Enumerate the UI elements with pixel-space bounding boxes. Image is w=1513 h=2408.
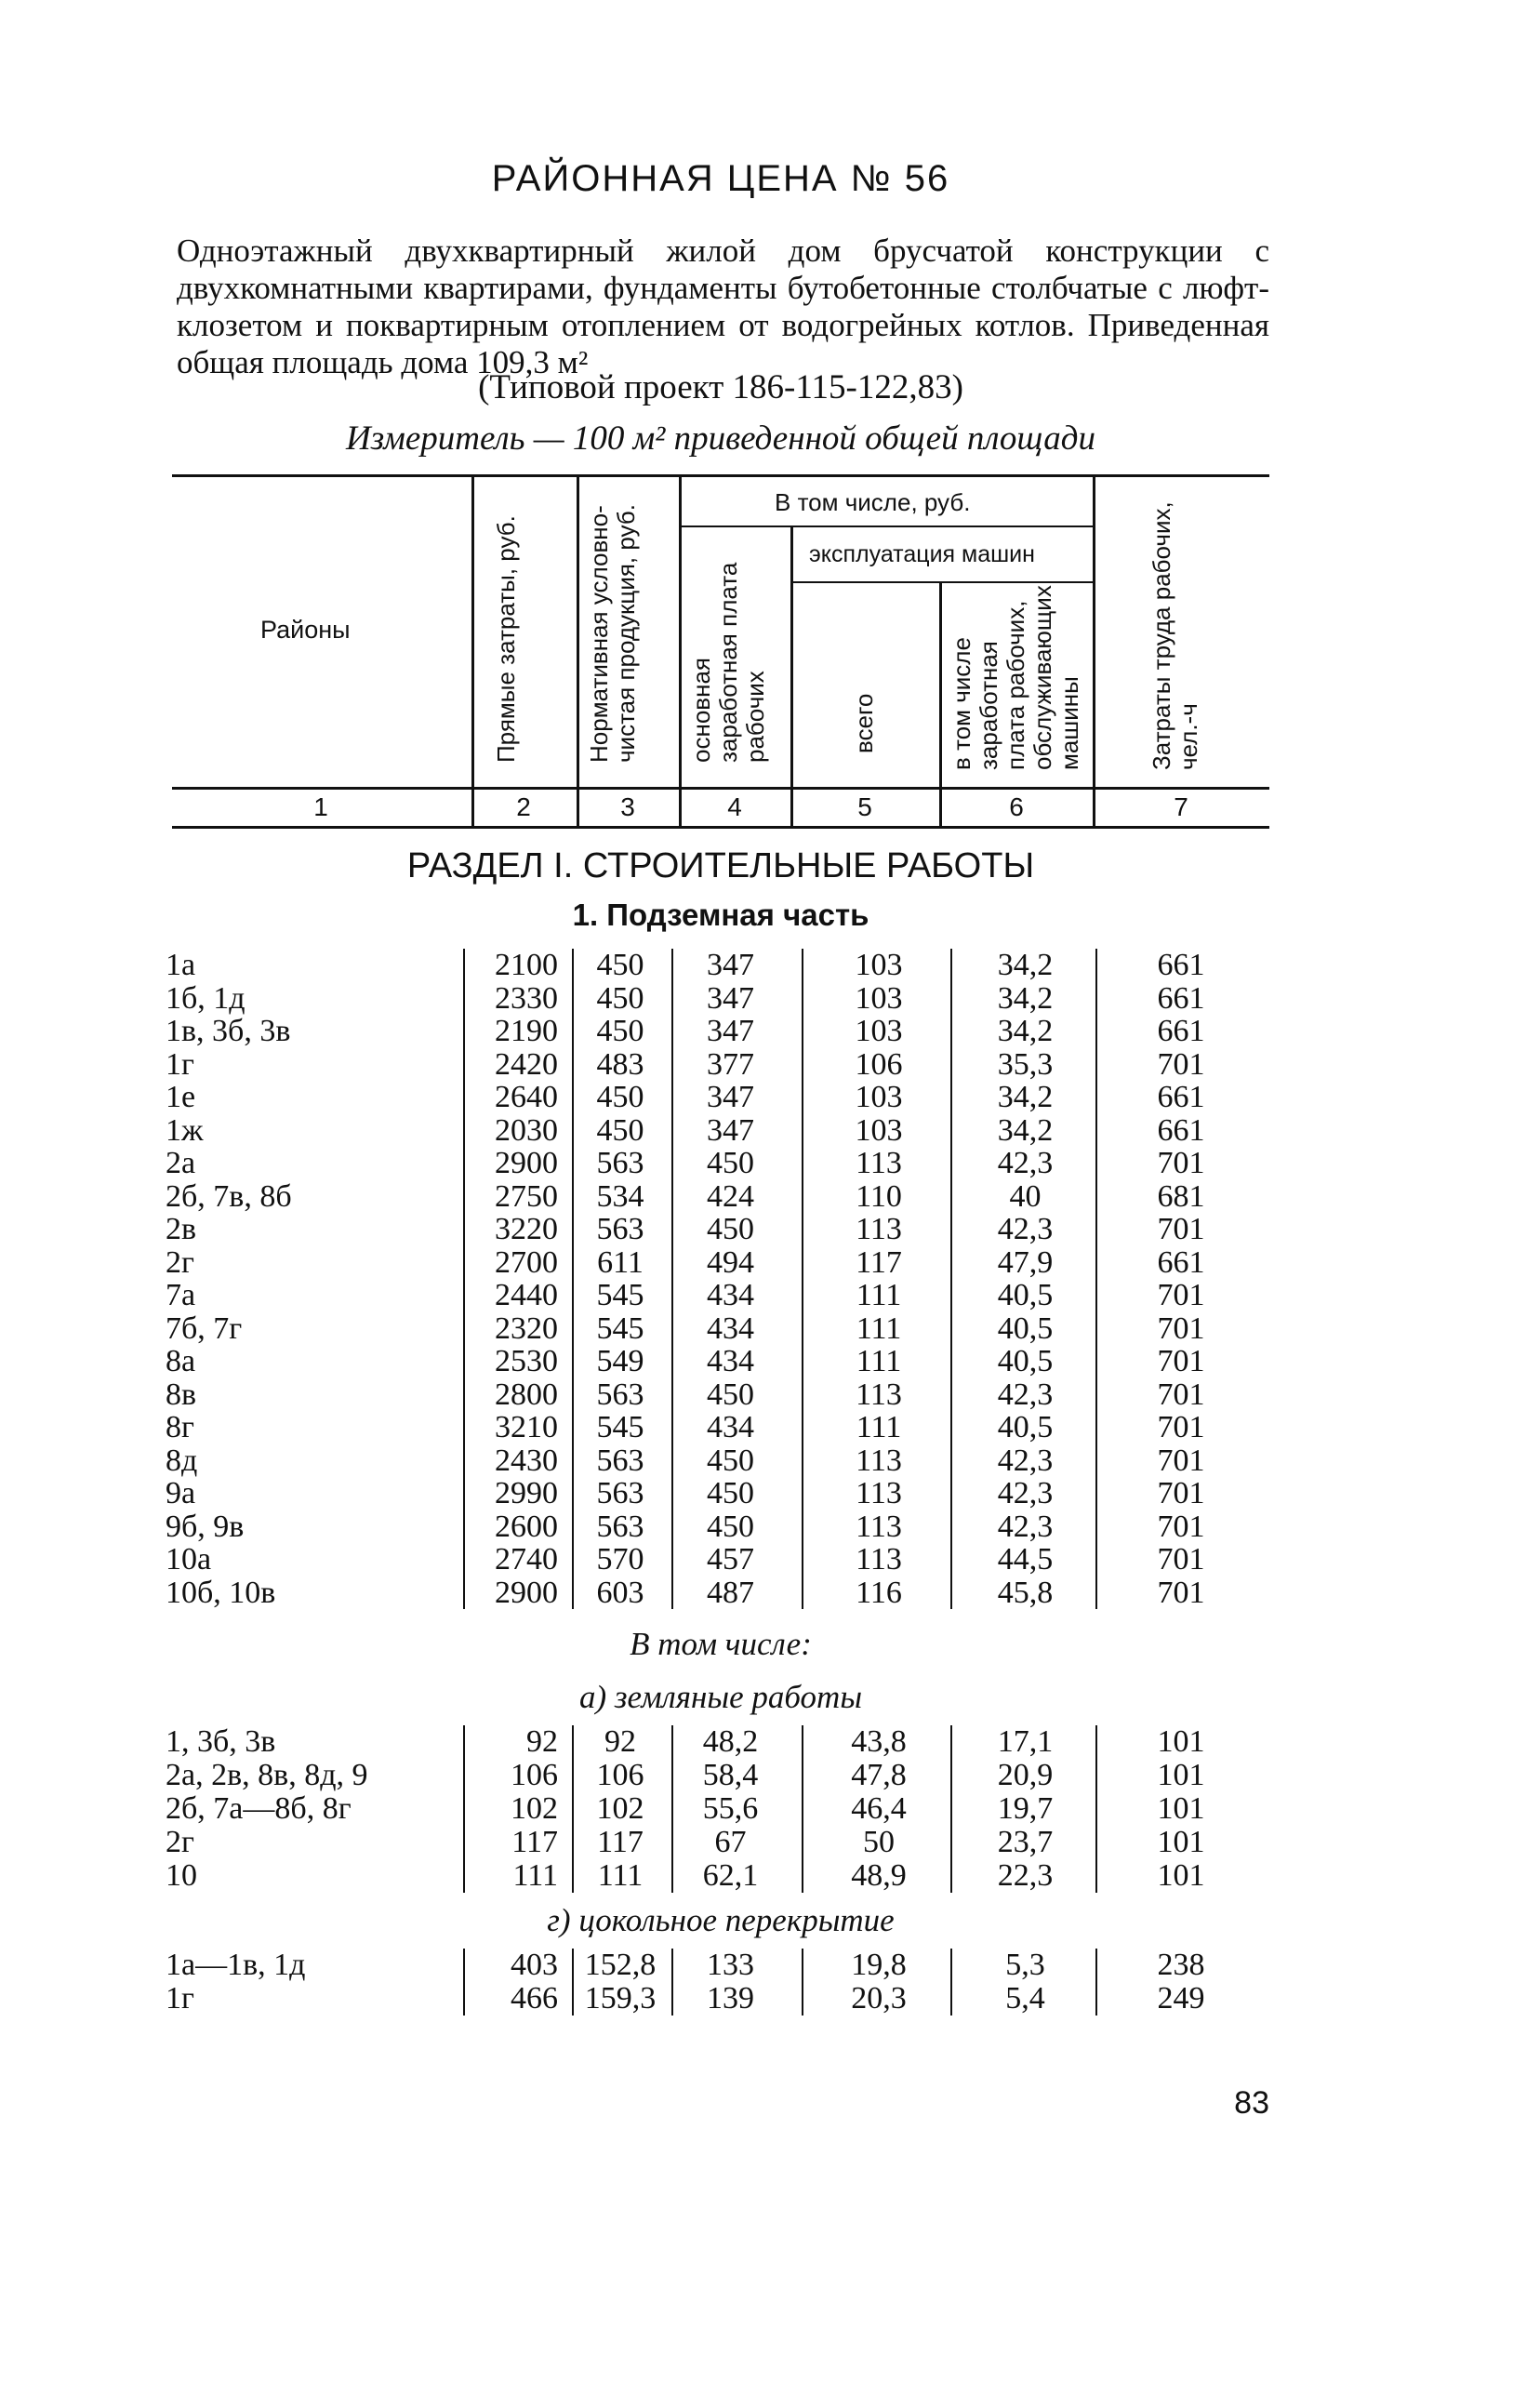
- labor-cell: 701: [1157, 1310, 1205, 1346]
- subsection-heading: 1. Подземная часть: [572, 898, 869, 932]
- column-separator: [572, 949, 574, 1609]
- machine-total-cell: 103: [855, 980, 903, 1016]
- machine-wage-cell: 34,2: [997, 980, 1054, 1016]
- header-divider: [577, 474, 579, 826]
- district-cell: 10: [166, 1858, 197, 1893]
- machine-total-cell: 116: [856, 1575, 902, 1610]
- machine-total-cell: 103: [855, 948, 903, 982]
- labor-cell: 681: [1157, 1178, 1205, 1214]
- district-cell: 8в: [166, 1377, 197, 1412]
- direct-costs-cell: 2800: [495, 1377, 558, 1412]
- table-row: [0, 1826, 1513, 1859]
- table-row: [0, 1725, 1513, 1759]
- labor-cell: 701: [1157, 1212, 1205, 1246]
- district-cell: 1б, 1д: [166, 980, 246, 1016]
- normative-product-cell: 450: [596, 948, 644, 982]
- direct-costs-cell: 2740: [495, 1542, 558, 1577]
- table-row: [0, 1015, 1513, 1048]
- labor-cell: 661: [1157, 980, 1205, 1016]
- machine-wage-cell: 42,3: [997, 1377, 1054, 1412]
- col-header-group: В том числе, руб.: [775, 488, 971, 516]
- machine-wage-cell: 20,9: [997, 1758, 1054, 1792]
- machine-total-cell: 19,8: [851, 1948, 907, 1982]
- column-separator: [1095, 949, 1097, 1609]
- labor-cell: 101: [1157, 1858, 1205, 1893]
- col-header-districts: Районы: [260, 616, 351, 644]
- base-wage-cell: 133: [707, 1948, 754, 1982]
- table-row: [0, 1444, 1513, 1478]
- normative-product-cell: 159,3: [584, 1981, 657, 2016]
- machine-wage-cell: 42,3: [997, 1509, 1054, 1544]
- district-cell: 10а: [166, 1542, 212, 1577]
- column-separator: [802, 1949, 803, 2016]
- page-title: РАЙОННАЯ ЦЕНА № 56: [491, 158, 950, 199]
- direct-costs-cell: 2750: [495, 1178, 558, 1214]
- machine-total-cell: 103: [855, 1014, 903, 1048]
- normative-product-cell: 545: [596, 1278, 644, 1312]
- base-wage-cell: 434: [707, 1310, 754, 1346]
- col-header-subgroup: эксплуатация машин: [809, 541, 1035, 567]
- normative-product-cell: 117: [597, 1825, 644, 1859]
- machine-wage-cell: 22,3: [997, 1858, 1054, 1893]
- labor-cell: 701: [1157, 1476, 1205, 1510]
- district-cell: 8д: [166, 1443, 198, 1478]
- table-row: [0, 1312, 1513, 1346]
- base-wage-cell: 450: [707, 1146, 754, 1180]
- district-cell: 7а: [166, 1278, 196, 1312]
- normative-product-cell: 102: [596, 1791, 644, 1826]
- district-cell: 10б, 10в: [166, 1575, 276, 1610]
- district-cell: 1ж: [166, 1112, 204, 1148]
- labor-cell: 249: [1157, 1981, 1205, 2016]
- group-rule: [682, 526, 1093, 527]
- table-row: [0, 1279, 1513, 1312]
- direct-costs-cell: 2990: [495, 1476, 558, 1510]
- table-row: [0, 1213, 1513, 1246]
- machine-total-cell: 50: [863, 1825, 895, 1859]
- header-divider: [471, 474, 474, 826]
- col-number: 1: [313, 792, 328, 821]
- base-wage-cell: 58,4: [702, 1758, 759, 1792]
- base-wage-cell: 347: [707, 980, 754, 1016]
- machine-total-cell: 111: [856, 1410, 902, 1444]
- table-row: [0, 1577, 1513, 1610]
- direct-costs-cell: 92: [526, 1724, 558, 1759]
- direct-costs-cell: 2430: [495, 1443, 558, 1478]
- machine-wage-cell: 42,3: [997, 1212, 1054, 1246]
- direct-costs-cell: 2190: [495, 1014, 558, 1048]
- labor-cell: 701: [1157, 1377, 1205, 1412]
- direct-costs-cell: 2600: [495, 1509, 558, 1544]
- base-wage-cell: 347: [707, 1014, 754, 1048]
- column-separator: [802, 1725, 803, 1893]
- base-wage-cell: 139: [707, 1981, 754, 2016]
- district-cell: 1е: [166, 1080, 196, 1114]
- base-wage-cell: 377: [707, 1046, 754, 1082]
- machine-total-cell: 113: [856, 1476, 902, 1510]
- district-cell: 9б, 9в: [166, 1509, 245, 1544]
- normative-product-cell: 570: [596, 1542, 644, 1577]
- base-wage-cell: 55,6: [702, 1791, 759, 1826]
- machine-total-cell: 46,4: [851, 1791, 907, 1826]
- machine-wage-cell: 45,8: [997, 1575, 1054, 1610]
- column-separator: [463, 1725, 465, 1893]
- column-separator: [463, 1949, 465, 2016]
- base-wage-cell: 62,1: [702, 1858, 759, 1893]
- district-cell: 2а: [166, 1146, 196, 1180]
- normative-product-cell: 450: [596, 980, 644, 1016]
- machine-total-cell: 111: [856, 1278, 902, 1312]
- base-wage-cell: 450: [707, 1509, 754, 1544]
- district-cell: 2в: [166, 1212, 197, 1246]
- labor-cell: 661: [1157, 948, 1205, 982]
- column-separator: [1095, 1725, 1097, 1893]
- district-cell: 2б, 7а—8б, 8г: [166, 1791, 352, 1826]
- machine-total-cell: 113: [856, 1542, 902, 1577]
- labor-cell: 101: [1157, 1791, 1205, 1826]
- column-separator: [463, 949, 465, 1609]
- machine-wage-cell: 34,2: [997, 1080, 1054, 1114]
- normative-product-cell: 563: [596, 1377, 644, 1412]
- normative-product-cell: 563: [596, 1146, 644, 1180]
- machine-wage-cell: 42,3: [997, 1146, 1054, 1180]
- labor-cell: 701: [1157, 1509, 1205, 1544]
- direct-costs-cell: 2440: [495, 1278, 558, 1312]
- district-cell: 2г: [166, 1244, 194, 1280]
- page-number: 83: [1234, 2085, 1269, 2121]
- direct-costs-cell: 106: [511, 1758, 558, 1792]
- machine-wage-cell: 40: [1009, 1178, 1042, 1214]
- district-cell: 1в, 3б, 3в: [166, 1014, 291, 1048]
- section-heading: РАЗДЕЛ I. СТРОИТЕЛЬНЫЕ РАБОТЫ: [406, 846, 1035, 885]
- machine-total-cell: 20,3: [851, 1981, 907, 2016]
- labor-cell: 238: [1157, 1948, 1205, 1982]
- labor-cell: 701: [1157, 1278, 1205, 1312]
- plinth-floor-heading: г) цокольное перекрытие: [547, 1902, 895, 1938]
- labor-cell: 661: [1157, 1112, 1205, 1148]
- table-row: [0, 1859, 1513, 1893]
- table-row: [0, 1477, 1513, 1510]
- base-wage-cell: 494: [707, 1244, 754, 1280]
- machine-wage-cell: 34,2: [997, 1112, 1054, 1148]
- header-divider: [939, 581, 942, 826]
- base-wage-cell: 424: [707, 1178, 754, 1214]
- district-cell: 2а, 2в, 8в, 8д, 9: [166, 1758, 368, 1792]
- table-row: [0, 1114, 1513, 1148]
- normative-product-cell: 111: [597, 1858, 644, 1893]
- normative-product-cell: 545: [596, 1410, 644, 1444]
- machine-wage-cell: 17,1: [997, 1724, 1054, 1759]
- machine-wage-cell: 40,5: [997, 1344, 1054, 1378]
- district-cell: 8г: [166, 1410, 194, 1444]
- column-separator: [950, 1949, 952, 2016]
- table-row: [0, 1378, 1513, 1412]
- district-cell: 1, 3б, 3в: [166, 1724, 276, 1759]
- machine-wage-cell: 34,2: [997, 1014, 1054, 1048]
- machine-total-cell: 113: [856, 1443, 902, 1478]
- machine-total-cell: 117: [856, 1244, 902, 1280]
- col-number: 6: [1009, 792, 1024, 821]
- base-wage-cell: 457: [707, 1542, 754, 1577]
- machine-total-cell: 113: [856, 1212, 902, 1246]
- header-divider: [1093, 474, 1095, 826]
- column-separator: [572, 1725, 574, 1893]
- machine-wage-cell: 40,5: [997, 1278, 1054, 1312]
- table-row: [0, 1048, 1513, 1082]
- base-wage-cell: 434: [707, 1410, 754, 1444]
- direct-costs-cell: 117: [511, 1825, 558, 1859]
- direct-costs-cell: 3210: [495, 1410, 558, 1444]
- measure-unit: Измеритель — 100 м² приведенной общей площади: [346, 419, 1095, 458]
- labor-cell: 701: [1157, 1410, 1205, 1444]
- direct-costs-cell: 2700: [495, 1244, 558, 1280]
- column-separator: [802, 949, 803, 1609]
- labor-cell: 101: [1157, 1724, 1205, 1759]
- normative-product-cell: 450: [596, 1014, 644, 1048]
- machine-wage-cell: 40,5: [997, 1310, 1054, 1346]
- normative-product-cell: 92: [604, 1724, 636, 1759]
- labor-cell: 101: [1157, 1825, 1205, 1859]
- table-header: [172, 474, 1269, 828]
- col-header-normative-product: Нормативная условно-чистая продукция, руб.: [585, 504, 640, 763]
- base-wage-cell: 450: [707, 1476, 754, 1510]
- machine-wage-cell: 5,4: [1005, 1981, 1045, 2016]
- direct-costs-cell: 2900: [495, 1146, 558, 1180]
- direct-costs-cell: 2030: [495, 1112, 558, 1148]
- labor-cell: 701: [1157, 1146, 1205, 1180]
- col-number: 3: [620, 792, 635, 821]
- normative-product-cell: 450: [596, 1112, 644, 1148]
- direct-costs-cell: 111: [512, 1858, 558, 1893]
- district-cell: 9а: [166, 1476, 196, 1510]
- machine-wage-cell: 42,3: [997, 1443, 1054, 1478]
- direct-costs-cell: 2640: [495, 1080, 558, 1114]
- table-row: [0, 949, 1513, 982]
- direct-costs-cell: 2100: [495, 948, 558, 982]
- table-row: [0, 1081, 1513, 1114]
- district-cell: 8а: [166, 1344, 196, 1378]
- machine-wage-cell: 5,3: [1005, 1948, 1045, 1982]
- normative-product-cell: 152,8: [584, 1948, 657, 1982]
- labor-cell: 701: [1157, 1344, 1205, 1378]
- direct-costs-cell: 2320: [495, 1310, 558, 1346]
- column-separator: [671, 1949, 673, 2016]
- col-header-direct-costs: Прямые затраты, руб.: [492, 515, 520, 763]
- normative-product-cell: 563: [596, 1443, 644, 1478]
- normative-product-cell: 534: [596, 1178, 644, 1214]
- direct-costs-cell: 3220: [495, 1212, 558, 1246]
- machine-wage-cell: 42,3: [997, 1476, 1054, 1510]
- table-row: [0, 1345, 1513, 1378]
- direct-costs-cell: 2530: [495, 1344, 558, 1378]
- district-cell: 1г: [166, 1981, 194, 2016]
- table-row: [0, 1510, 1513, 1544]
- normative-product-cell: 545: [596, 1310, 644, 1346]
- normative-product-cell: 106: [596, 1758, 644, 1792]
- description-paragraph: Одноэтажный двухквартирный жилой дом брусчатой конструкции с двухкомнатными квартирами, фундаменты бутобетонные столбчатые с люфт-клозетом и поквартирным отоплением от водогрейных котлов. Приведенная общая площадь дома 109,3 м²: [177, 233, 1269, 380]
- earthworks-heading: а) земляные работы: [578, 1679, 863, 1715]
- table-row: [0, 982, 1513, 1016]
- header-top-rule: [172, 474, 1269, 477]
- column-separator: [671, 1725, 673, 1893]
- machine-total-cell: 47,8: [851, 1758, 907, 1792]
- col-header-base-wage: основная заработная плата рабочих: [687, 562, 769, 763]
- machine-total-cell: 113: [856, 1146, 902, 1180]
- base-wage-cell: 487: [707, 1575, 754, 1610]
- district-cell: 1а: [166, 948, 196, 982]
- table-row: [0, 1246, 1513, 1280]
- table-row: [0, 1543, 1513, 1577]
- machine-wage-cell: 40,5: [997, 1410, 1054, 1444]
- col-number: 5: [857, 792, 872, 821]
- machine-wage-cell: 23,7: [997, 1825, 1054, 1859]
- machine-wage-cell: 34,2: [997, 948, 1054, 982]
- machine-total-cell: 43,8: [851, 1724, 907, 1759]
- col-header-machine-wage: в том числе заработная плата рабочих, обслуживающих машины: [948, 585, 1083, 770]
- direct-costs-cell: 2420: [495, 1046, 558, 1082]
- column-number-rule: [172, 826, 1269, 829]
- column-separator: [950, 1725, 952, 1893]
- col-number: 2: [516, 792, 531, 821]
- machine-total-cell: 48,9: [851, 1858, 907, 1893]
- normative-product-cell: 563: [596, 1476, 644, 1510]
- machine-wage-cell: 47,9: [997, 1244, 1054, 1280]
- normative-product-cell: 603: [596, 1575, 644, 1610]
- base-wage-cell: 347: [707, 1080, 754, 1114]
- labor-cell: 701: [1157, 1575, 1205, 1610]
- table-row: [0, 1147, 1513, 1180]
- district-cell: 1а—1в, 1д: [166, 1948, 306, 1982]
- machine-total-cell: 113: [856, 1377, 902, 1412]
- direct-costs-cell: 2330: [495, 980, 558, 1016]
- direct-costs-cell: 2900: [495, 1575, 558, 1610]
- table-row: [0, 1180, 1513, 1214]
- base-wage-cell: 48,2: [702, 1724, 759, 1759]
- col-number: 7: [1174, 792, 1188, 821]
- normative-product-cell: 450: [596, 1080, 644, 1114]
- direct-costs-cell: 102: [511, 1791, 558, 1826]
- in-that-number-heading: В том числе:: [630, 1626, 812, 1662]
- table-row: [0, 1792, 1513, 1826]
- base-wage-cell: 347: [707, 1112, 754, 1148]
- machine-total-cell: 113: [856, 1509, 902, 1544]
- header-divider: [790, 526, 793, 826]
- labor-cell: 701: [1157, 1046, 1205, 1082]
- labor-cell: 701: [1157, 1443, 1205, 1478]
- col-header-total: всего: [850, 693, 878, 753]
- table-row: [0, 1949, 1513, 1982]
- district-cell: 1г: [166, 1046, 194, 1082]
- machine-wage-cell: 44,5: [997, 1542, 1054, 1577]
- labor-cell: 101: [1157, 1758, 1205, 1792]
- district-cell: 7б, 7г: [166, 1310, 243, 1346]
- column-separator: [572, 1949, 574, 2016]
- machine-wage-cell: 35,3: [997, 1046, 1054, 1082]
- labor-cell: 701: [1157, 1542, 1205, 1577]
- table-row: [0, 1759, 1513, 1792]
- column-separator: [950, 949, 952, 1609]
- labor-cell: 661: [1157, 1080, 1205, 1114]
- col-number: 4: [727, 792, 742, 821]
- column-separator: [1095, 1949, 1097, 2016]
- machine-total-cell: 111: [856, 1344, 902, 1378]
- normative-product-cell: 483: [596, 1046, 644, 1082]
- normative-product-cell: 549: [596, 1344, 644, 1378]
- normative-product-cell: 611: [597, 1244, 644, 1280]
- labor-cell: 661: [1157, 1244, 1205, 1280]
- machine-total-cell: 103: [855, 1112, 903, 1148]
- base-wage-cell: 434: [707, 1278, 754, 1312]
- column-separator: [671, 949, 673, 1609]
- district-cell: 2г: [166, 1825, 194, 1859]
- machine-wage-cell: 19,7: [997, 1791, 1054, 1826]
- table-row: [0, 1411, 1513, 1444]
- machine-total-cell: 106: [855, 1046, 903, 1082]
- base-wage-cell: 347: [707, 948, 754, 982]
- base-wage-cell: 450: [707, 1377, 754, 1412]
- normative-product-cell: 563: [596, 1509, 644, 1544]
- project-reference: (Типовой проект 186-115-122,83): [478, 368, 963, 406]
- base-wage-cell: 450: [707, 1212, 754, 1246]
- machine-total-cell: 110: [856, 1178, 902, 1214]
- machine-total-cell: 111: [856, 1310, 902, 1346]
- base-wage-cell: 450: [707, 1443, 754, 1478]
- base-wage-cell: 67: [714, 1825, 747, 1859]
- district-cell: 2б, 7в, 8б: [166, 1178, 292, 1214]
- labor-cell: 661: [1157, 1014, 1205, 1048]
- subgroup-rule: [793, 581, 1093, 583]
- machine-total-cell: 103: [855, 1080, 903, 1114]
- col-header-labor: Затраты труда рабочих, чел.-ч: [1148, 501, 1202, 770]
- direct-costs-cell: 403: [511, 1948, 558, 1982]
- table-row: [0, 1982, 1513, 2016]
- base-wage-cell: 434: [707, 1344, 754, 1378]
- header-bottom-rule: [172, 787, 1269, 790]
- direct-costs-cell: 466: [511, 1981, 558, 2016]
- normative-product-cell: 563: [596, 1212, 644, 1246]
